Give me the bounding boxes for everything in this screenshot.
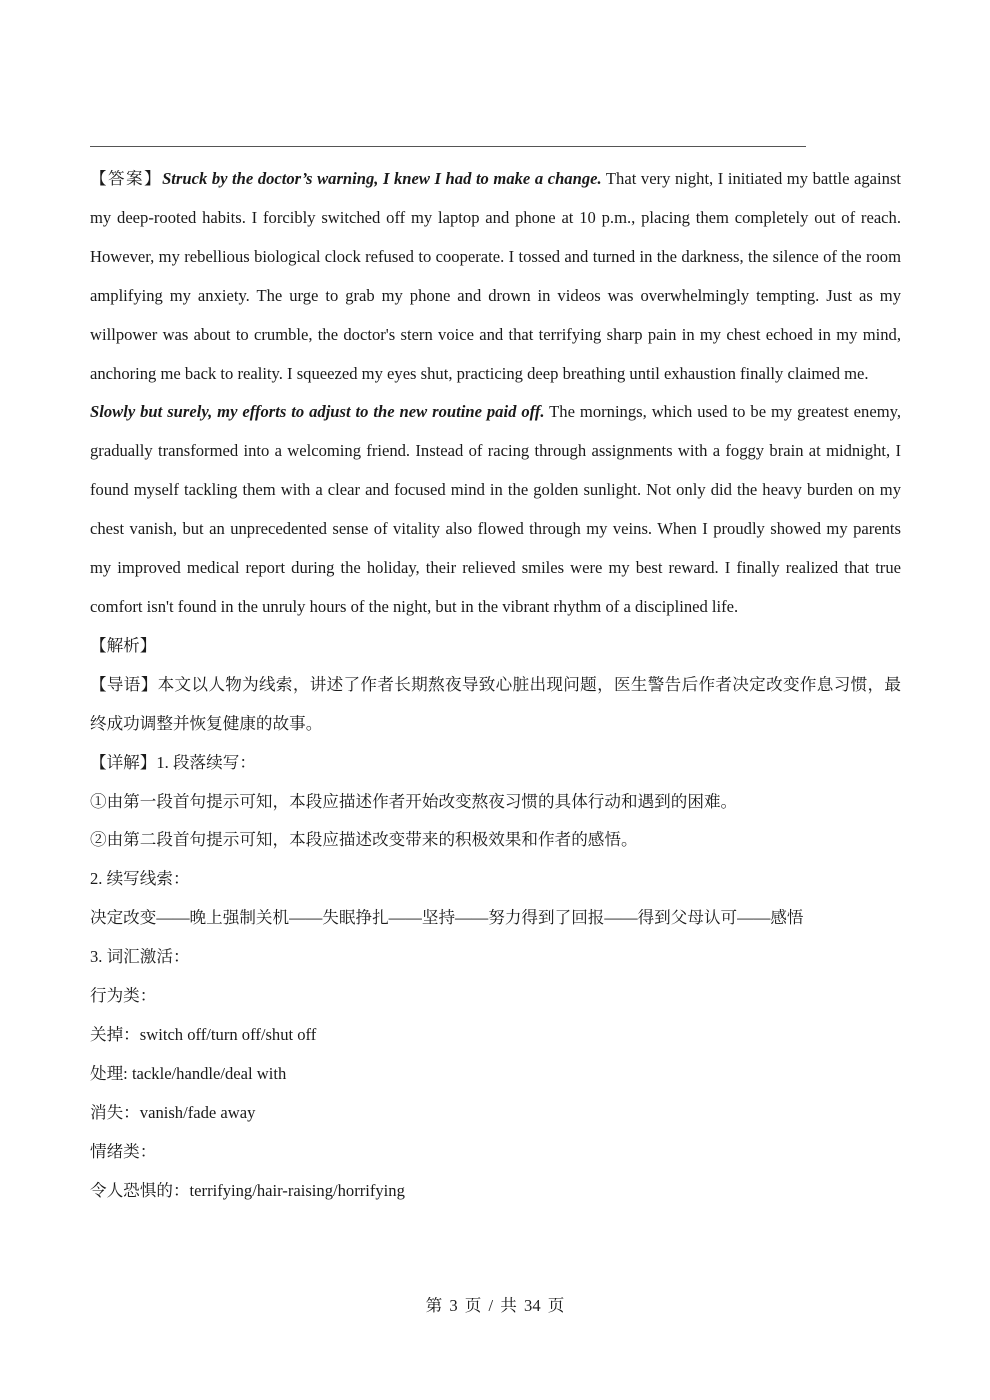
detail-item-3: 3. 词汇激活： <box>90 947 190 967</box>
analysis-heading: 【解析】 <box>90 635 157 655</box>
page-number: 第 3 页 / 共 34 页 <box>425 1296 565 1315</box>
guide-text: 本文以人物为线索，讲述了作者长期熬夜导致心脏出现问题，医生警告后作者决定改变作息习惯，最终成功调整并恢复健康的故事。 <box>90 674 901 733</box>
header-rule <box>90 146 806 147</box>
vocab-line-4: 令人恐惧的：terrifying/hair-raising/horrifying <box>90 1180 405 1200</box>
vocab-line-3: 消失：vanish/fade away <box>90 1102 256 1122</box>
vocab-line-1: 关掉：switch off/turn off/shut off <box>90 1024 317 1044</box>
point-2: ②由第二段首句提示可知，本段应描述改变带来的积极效果和作者的感悟。 <box>90 830 638 850</box>
answer-paragraph-2-body: The mornings, which used to be my greatest enemy, gradually transformed into a welcoming friend. Instead of racing through assignments with a foggy brain at midnight, I found myself tackling them with a clear and focused mind in the golden sunlight. Not only did the heavy burden on my chest vanish, but an unprecedented sense of vitality also flowed through my veins. When I proudly showed my parents my improved medical report during the holiday, their relieved smiles were my best reward. I finally realized that true comfort isn't found in the unruly hours of the night, but in the vibrant rhythm of a disciplined life. <box>90 402 901 616</box>
answer-paragraph-1-lead: Struck by the doctor’s warning, I knew I had to make a change. <box>162 169 602 188</box>
answer-paragraph-1-body: That very night, I initiated my battle against my deep-rooted habits. I forcibly switched off my laptop and phone at 10 p.m., placing them completely out of reach. However, my rebellious biological clock refused to cooperate. I tossed and turned in the darkness, the silence of the room amplifying my anxiety. The urge to grab my phone and drown in videos was overwhelmingly tempting. Just as my willpower was about to crumble, the doctor's stern voice and that terrifying sharp pain in my chest echoed in my mind, anchoring me back to reality. I squeezed my eyes shut, practicing deep breathing until exhaustion finally claimed me. <box>90 169 902 383</box>
guide-paragraph <box>90 666 901 744</box>
point-1: ①由第一段首句提示可知，本段应描述作者开始改变熬夜习惯的具体行动和遇到的困难。 <box>90 791 738 811</box>
detail-item-2: 2. 续写线索： <box>90 869 190 889</box>
vocab-line-2: 处理: tackle/handle/deal with <box>90 1063 287 1083</box>
category-emotion: 情绪类： <box>90 1141 157 1161</box>
clue-chain: 决定改变——晚上强制关机——失眠挣扎——坚持——努力得到了回报——得到父母认可——感悟 <box>90 908 804 928</box>
answer-paragraph-2 <box>90 393 901 626</box>
guide-tag: 【导语】 <box>90 674 158 694</box>
answer-paragraph-2-lead: Slowly but surely, my efforts to adjust to the new routine paid off. <box>90 402 545 422</box>
answer-tag: 【答案】 <box>90 169 163 188</box>
detail-line <box>90 744 901 783</box>
document-content <box>90 160 901 1210</box>
answer-paragraph-1 <box>90 160 901 393</box>
category-behavior: 行为类： <box>90 986 157 1006</box>
detail-tag: 【详解】 <box>90 752 157 772</box>
detail-item-1: 1. 段落续写： <box>156 752 256 772</box>
